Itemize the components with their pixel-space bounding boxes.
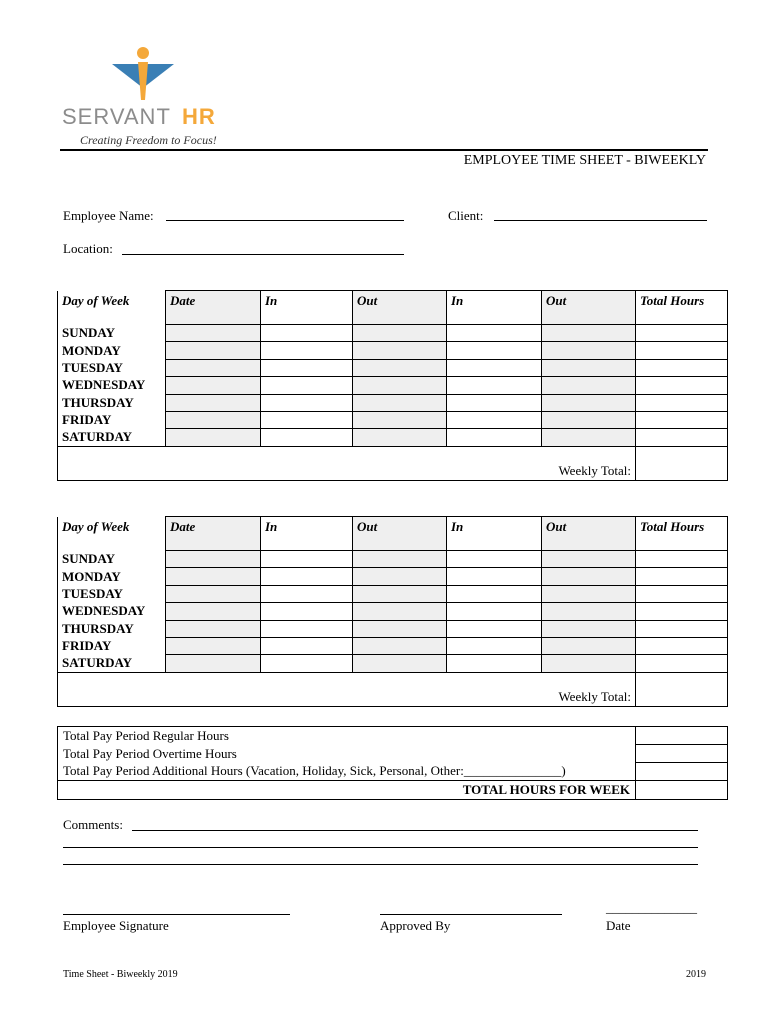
total-hours-cell[interactable] [636,568,728,585]
regular-hours-cell[interactable] [636,727,728,745]
out-cell[interactable] [542,551,636,568]
date-cell[interactable] [166,603,261,620]
out-cell[interactable] [542,568,636,585]
table-row [58,359,728,376]
out-cell[interactable] [353,551,447,568]
in-cell[interactable] [261,603,353,620]
logo-tagline: Creating Freedom to Focus! [80,133,217,147]
in-cell[interactable] [447,603,542,620]
total-hours-cell[interactable] [636,620,728,637]
day-label: THURSDAY [58,394,166,411]
client-field[interactable] [494,220,707,221]
header-date: Date [166,291,261,325]
in-cell[interactable] [261,585,353,602]
date-cell[interactable] [166,655,261,672]
in-cell[interactable] [447,342,542,359]
date-cell[interactable] [166,637,261,654]
date-cell[interactable] [166,359,261,376]
day-label: WEDNESDAY [58,603,166,620]
in-cell[interactable] [447,568,542,585]
out-cell[interactable] [353,342,447,359]
date-cell[interactable] [166,620,261,637]
day-label: TUESDAY [58,585,166,602]
in-cell[interactable] [261,655,353,672]
out-cell[interactable] [353,655,447,672]
date-cell[interactable] [166,585,261,602]
total-hours-cell[interactable] [636,637,728,654]
out-cell[interactable] [353,429,447,446]
regular-hours-label: Total Pay Period Regular Hours [58,727,636,745]
header-out-1: Out [353,291,447,325]
header-day-of-week: Day of Week [58,517,166,551]
out-cell[interactable] [353,637,447,654]
in-cell[interactable] [447,551,542,568]
total-hours-cell[interactable] [636,325,728,342]
out-cell[interactable] [353,359,447,376]
table-row [58,377,728,394]
in-cell[interactable] [261,637,353,654]
date-cell[interactable] [166,325,261,342]
out-cell[interactable] [542,411,636,428]
day-label: SATURDAY [58,429,166,446]
date-cell[interactable] [166,411,261,428]
employee-signature-line[interactable] [63,914,290,915]
header-in-1: In [261,291,353,325]
logo-figure-body [138,62,148,100]
servanthr-logo [60,40,230,135]
table-row [58,763,728,781]
weekly-total-cell[interactable] [636,446,728,480]
in-cell[interactable] [261,568,353,585]
date-cell[interactable] [166,551,261,568]
comments-field[interactable] [132,830,698,831]
header-out-1: Out [353,517,447,551]
in-cell[interactable] [447,637,542,654]
table-row [58,411,728,428]
in-cell[interactable] [261,325,353,342]
weekly-total-cell[interactable] [636,672,728,706]
out-cell[interactable] [353,377,447,394]
header-total-hours: Total Hours [636,291,728,325]
table-row [58,429,728,446]
out-cell[interactable] [353,568,447,585]
approved-by-line[interactable] [380,914,562,915]
day-label: MONDAY [58,342,166,359]
total-hours-cell[interactable] [636,359,728,376]
in-cell[interactable] [447,411,542,428]
in-cell[interactable] [261,411,353,428]
in-cell[interactable] [261,429,353,446]
day-label: THURSDAY [58,620,166,637]
total-hours-cell[interactable] [636,429,728,446]
table-row [58,585,728,602]
comments-line-2[interactable] [63,847,698,848]
date-line[interactable]: ______________ [606,900,697,915]
in-cell[interactable] [261,394,353,411]
out-cell[interactable] [353,325,447,342]
in-cell[interactable] [447,359,542,376]
total-hours-cell[interactable] [636,377,728,394]
table-row [58,781,728,800]
in-cell[interactable] [261,551,353,568]
out-cell[interactable] [542,585,636,602]
header-out-2: Out [542,291,636,325]
employee-name-label: Employee Name: [63,208,154,223]
total-hours-cell[interactable] [636,655,728,672]
header-day-of-week: Day of Week [58,291,166,325]
date-cell[interactable] [166,429,261,446]
total-hours-for-week-label: TOTAL HOURS FOR WEEK [58,781,636,800]
out-cell[interactable] [353,411,447,428]
day-label: TUESDAY [58,359,166,376]
week1-table [57,290,728,481]
total-hours-cell[interactable] [636,551,728,568]
header-in-2: In [447,291,542,325]
out-cell[interactable] [542,377,636,394]
weekly-total-label: Weekly Total: [58,446,636,480]
out-cell[interactable] [542,429,636,446]
week2-table [57,516,728,707]
employee-name-field[interactable] [166,220,404,221]
in-cell[interactable] [261,377,353,394]
header-out-2: Out [542,517,636,551]
comments-label: Comments: [63,817,123,832]
out-cell[interactable] [542,603,636,620]
day-label: SUNDAY [58,325,166,342]
pay-period-summary [57,726,728,800]
day-label: SATURDAY [58,655,166,672]
total-hours-cell[interactable] [636,603,728,620]
in-cell[interactable] [261,620,353,637]
employee-signature-label: Employee Signature [63,918,169,933]
date-cell[interactable] [166,342,261,359]
table-row [58,603,728,620]
table-row [58,551,728,568]
out-cell[interactable] [353,394,447,411]
in-cell[interactable] [447,585,542,602]
overtime-hours-cell[interactable] [636,745,728,763]
in-cell[interactable] [447,325,542,342]
header-in-2: In [447,517,542,551]
table-row [58,655,728,672]
footer-left: Time Sheet - Biweekly 2019 [63,969,178,980]
table-row [58,394,728,411]
page-title: EMPLOYEE TIME SHEET - BIWEEKLY [463,153,706,168]
header-date: Date [166,517,261,551]
total-hours-cell[interactable] [636,585,728,602]
out-cell[interactable] [542,342,636,359]
in-cell[interactable] [447,655,542,672]
out-cell[interactable] [353,620,447,637]
logo-figure-head [137,47,149,59]
footer-right: 2019 [686,969,706,980]
day-label: WEDNESDAY [58,377,166,394]
out-cell[interactable] [542,359,636,376]
in-cell[interactable] [447,394,542,411]
comments-line-3[interactable] [63,864,698,865]
table-row [58,745,728,763]
total-hours-cell[interactable] [636,411,728,428]
out-cell[interactable] [353,585,447,602]
total-hours-cell[interactable] [636,342,728,359]
table-row [58,727,728,745]
in-cell[interactable] [447,377,542,394]
header-rule [60,149,708,151]
out-cell[interactable] [542,620,636,637]
table-row [58,568,728,585]
total-hours-cell[interactable] [636,394,728,411]
in-cell[interactable] [447,620,542,637]
date-label: Date [606,918,631,933]
out-cell[interactable] [542,655,636,672]
logo-left-wing [112,64,143,88]
out-cell[interactable] [353,603,447,620]
date-cell[interactable] [166,394,261,411]
overtime-hours-label: Total Pay Period Overtime Hours [58,745,636,763]
day-label: FRIDAY [58,411,166,428]
week1-total-row [58,446,728,480]
day-label: SUNDAY [58,551,166,568]
out-cell[interactable] [542,325,636,342]
weekly-total-label: Weekly Total: [58,672,636,706]
in-cell[interactable] [447,429,542,446]
header-total-hours: Total Hours [636,517,728,551]
location-label: Location: [63,241,113,256]
date-cell[interactable] [166,377,261,394]
logo-right-wing [143,64,174,88]
out-cell[interactable] [542,637,636,654]
approved-by-label: Approved By [380,918,451,933]
in-cell[interactable] [261,359,353,376]
out-cell[interactable] [542,394,636,411]
header-in-1: In [261,517,353,551]
additional-hours-cell[interactable] [636,763,728,781]
week2-header-row [58,517,728,551]
in-cell[interactable] [261,342,353,359]
additional-hours-label: Total Pay Period Additional Hours (Vacation, Holiday, Sick, Personal, Other:_______________) [58,763,636,781]
logo-brand-right: HR [182,104,216,129]
day-label: FRIDAY [58,637,166,654]
week1-header-row [58,291,728,325]
table-row [58,342,728,359]
client-label: Client: [448,208,484,223]
week2-total-row [58,672,728,706]
date-cell[interactable] [166,568,261,585]
table-row [58,637,728,654]
day-label: MONDAY [58,568,166,585]
logo-brand-left: SERVANT [62,104,171,129]
table-row [58,325,728,342]
total-hours-for-week-cell[interactable] [636,781,728,800]
table-row [58,620,728,637]
location-field[interactable] [122,254,404,255]
